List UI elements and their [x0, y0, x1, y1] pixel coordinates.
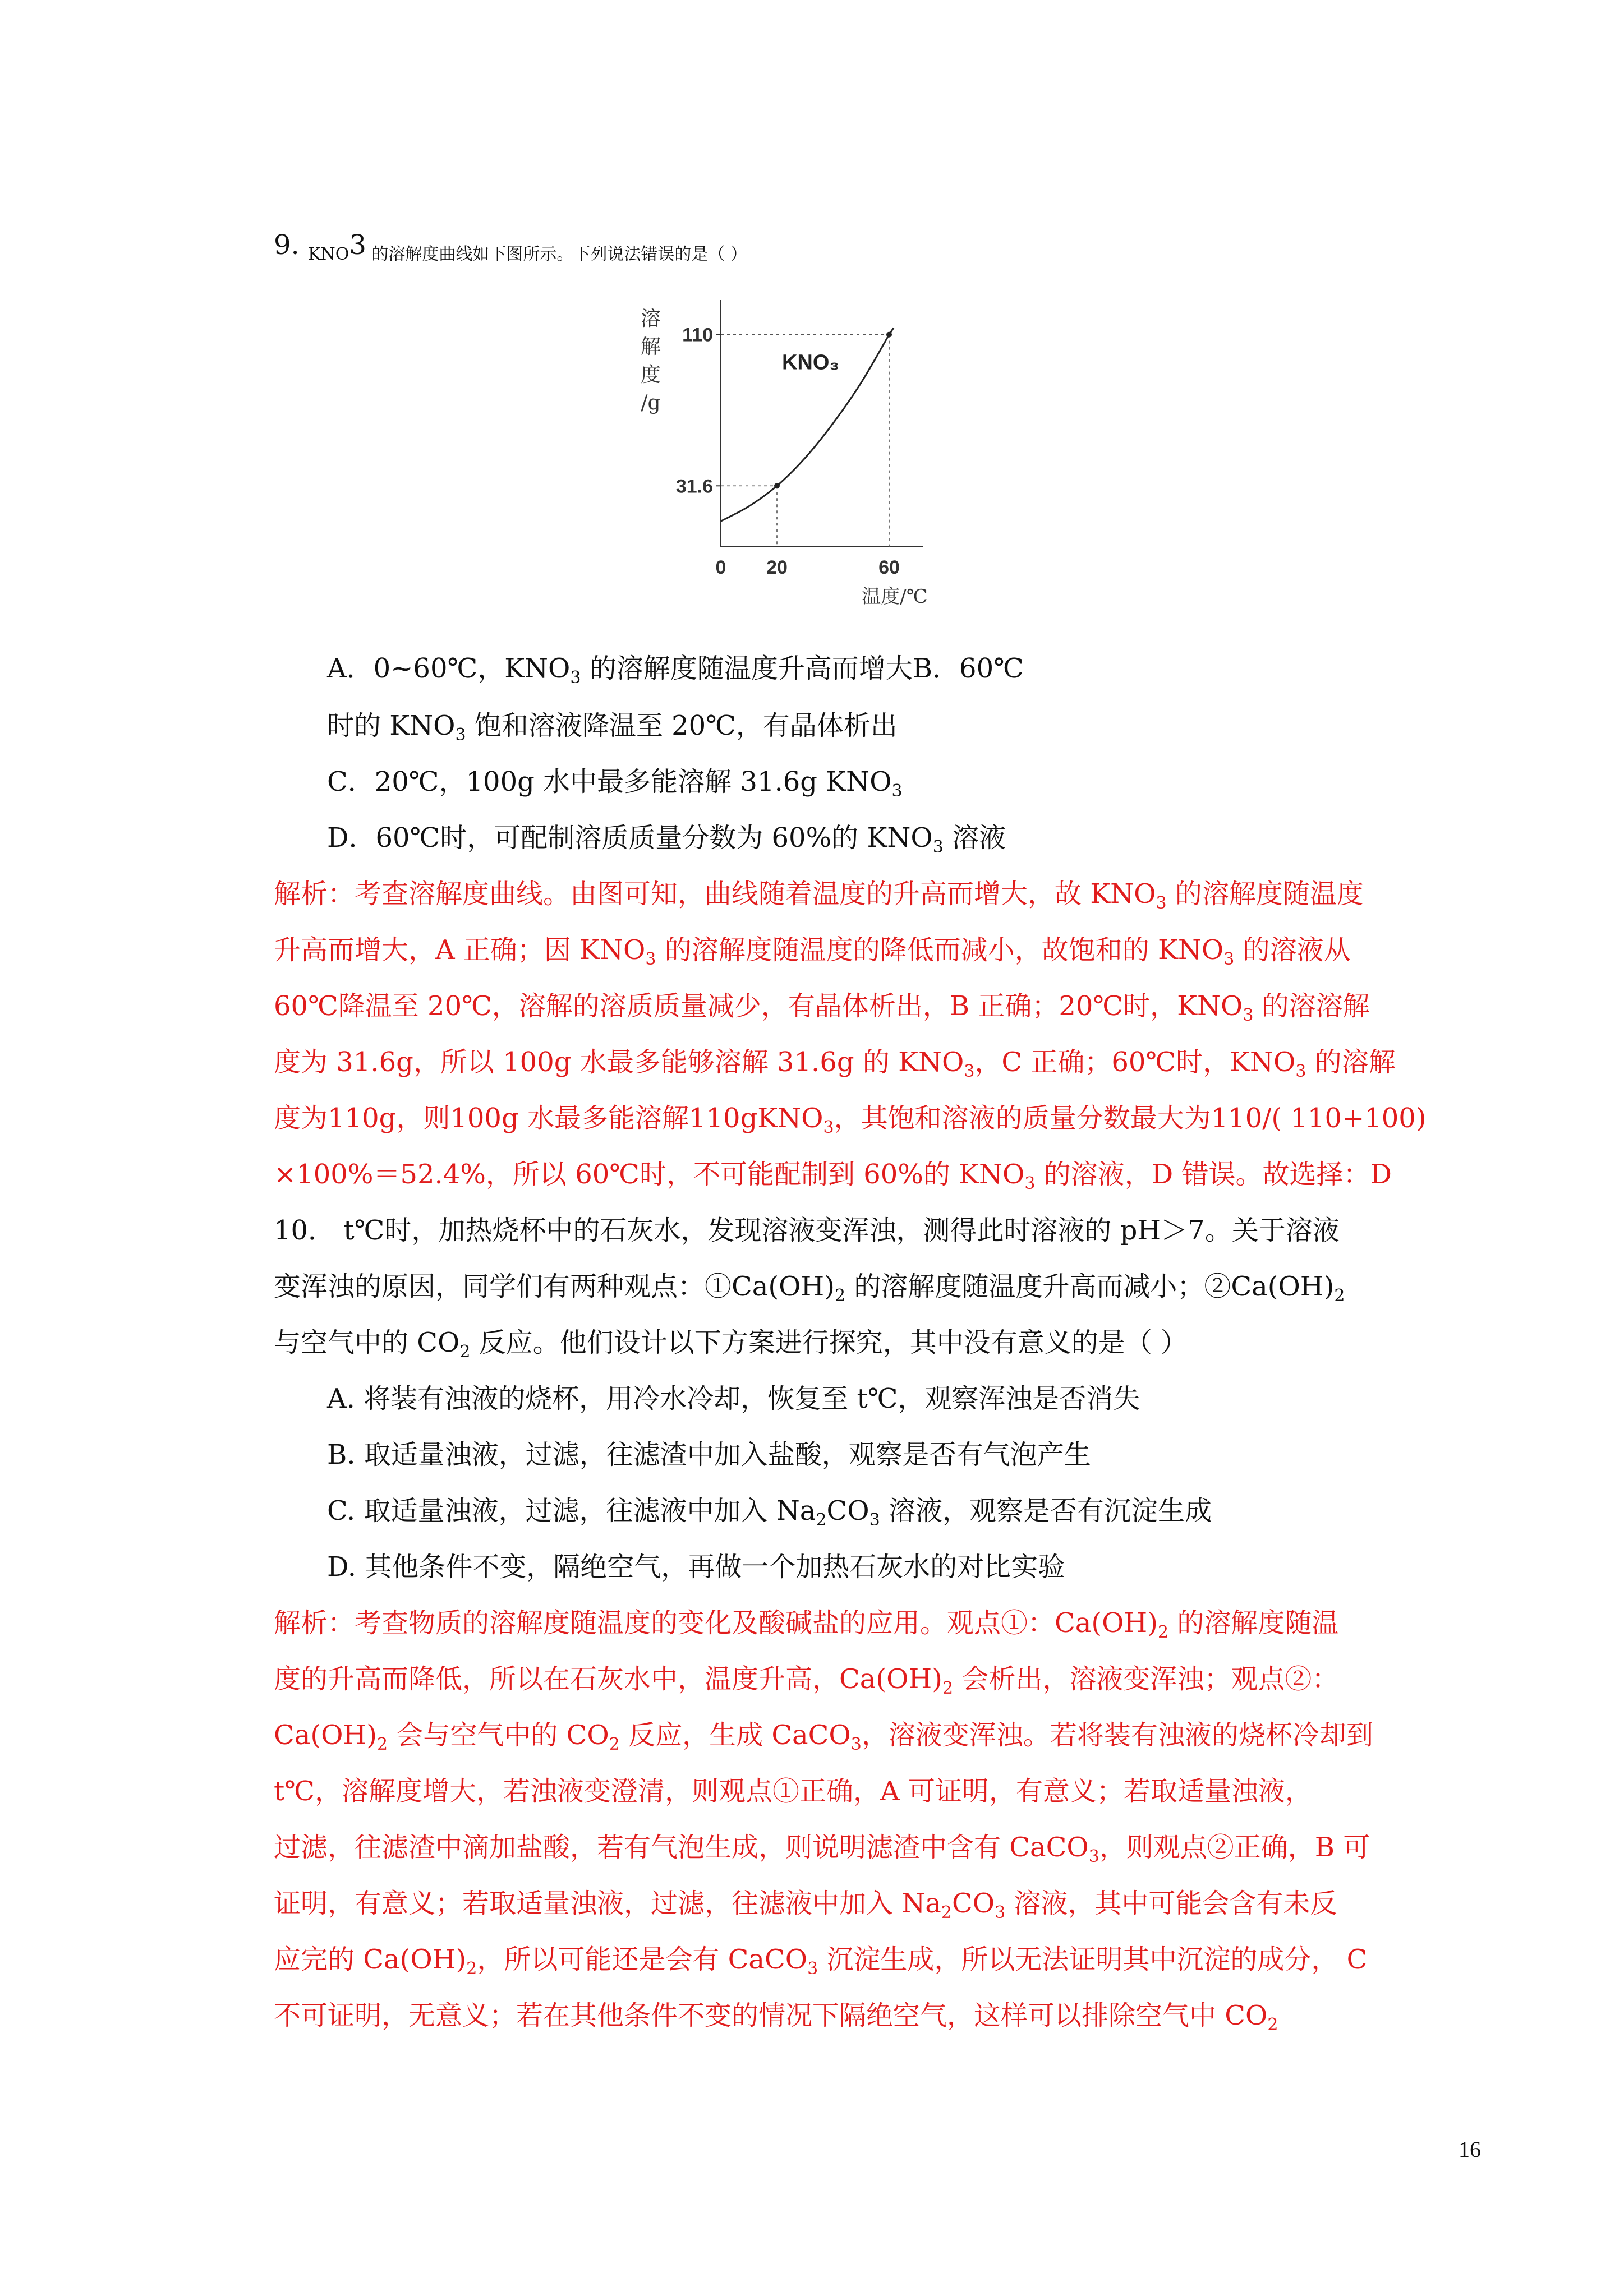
subscript: 2 [835, 1286, 846, 1306]
q10-analysis-line-7 [274, 1942, 1367, 1977]
text-run: CO [951, 1888, 995, 1919]
q9-option-c [327, 764, 903, 800]
q9-option-b-cont [327, 708, 898, 744]
q10-analysis-line-4 [274, 1773, 1312, 1809]
q10-analysis-line-8 [274, 1998, 1278, 2034]
subscript: 3 [869, 1510, 880, 1530]
subscript: 的溶解度曲线如下图所示。下列说法错误的是（ ） [366, 245, 747, 264]
subscript: 2 [942, 1679, 954, 1698]
subscript: 3 [455, 725, 466, 745]
text-run: 的溶解度随温度升高而减小；②Ca(OH) [845, 1271, 1335, 1302]
text-run: 解析：考查物质的溶解度随温度的变化及酸碱盐的应用。观点①：Ca(OH) [274, 1607, 1158, 1639]
text-run: 的溶解度随温度 [1166, 878, 1364, 910]
text-run: A. 将装有浊液的烧杯，用冷水冷却，恢复至 t℃，观察浑浊是否消失 [327, 1383, 1140, 1414]
subscript: 2 [941, 1903, 952, 1922]
text-run: ，溶液变浑浊。若将装有浊液的烧杯冷却到 [861, 1719, 1373, 1751]
q10-stem-line-1 [274, 1212, 1340, 1248]
subscript: 3 [1156, 893, 1167, 913]
subscript: 3 [645, 949, 656, 969]
subscript: 2 [609, 1735, 620, 1754]
q9-option-a [327, 651, 1024, 686]
text-run: ×100%＝52.4%，所以 60℃时，不可能配制到 60%的 KNO [274, 1159, 1025, 1190]
text-run: 溶液，观察是否有沉淀生成 [880, 1495, 1212, 1527]
text-run: D．60℃时，可配制溶质质量分数为 60%的 KNO [327, 822, 933, 854]
subscript: 2 [466, 1959, 477, 1979]
x-tick-label: 0 [715, 557, 726, 578]
subscript: 2 [816, 1510, 827, 1530]
text-run: C. 取适量浊液，过滤，往滤液中加入 Na [327, 1495, 816, 1527]
q9-analysis-line-5 [274, 1100, 1427, 1136]
subscript: 3 [1243, 1006, 1254, 1025]
y-axis-label-char: /g [641, 391, 661, 414]
text-run: 9. [274, 229, 309, 261]
text-run: 应完的 Ca(OH) [274, 1944, 467, 1975]
text-run: B. 取适量浊液，过滤，往滤渣中加入盐酸，观察是否有气泡产生 [327, 1439, 1091, 1470]
text-run: ，其饱和溶液的质量分数最大为110/( 110+100) [834, 1103, 1427, 1134]
text-run: 时的 KNO [327, 710, 456, 741]
text-run: ，所以可能还是会有 CaCO [477, 1944, 808, 1975]
text-run: Ca(OH) [274, 1719, 378, 1751]
text-run: D. 其他条件不变，隔绝空气，再做一个加热石灰水的对比实验 [327, 1551, 1065, 1583]
kno3-solubility-chart [628, 286, 1027, 639]
q10-option-b [327, 1437, 1091, 1473]
text-run: C．20℃，100g 水中最多能溶解 31.6g KNO [327, 766, 892, 797]
subscript: 2 [377, 1735, 388, 1754]
subscript: 3 [807, 1959, 818, 1979]
text-run: 60℃降温至 20℃，溶解的溶质质量减少，有晶体析出，B 正确；20℃时，KNO [274, 990, 1243, 1022]
text-run: 的溶解度随温 [1168, 1607, 1339, 1639]
text-run: 反应。他们设计以下方案进行探究，其中没有意义的是（ ） [470, 1327, 1188, 1358]
subscript: 3 [1223, 949, 1235, 969]
text-run: 度为 31.6g，所以 100g 水最多能够溶解 31.6g 的 KNO [274, 1046, 964, 1078]
x-tick-label: 20 [766, 557, 788, 578]
q10-stem-line-2 [274, 1269, 1345, 1304]
q9-option-d [327, 820, 1006, 856]
subscript: 2 [1158, 1622, 1169, 1642]
q10-analysis-line-3 [274, 1717, 1373, 1753]
text-run: 变浑浊的原因，同学们有两种观点：①Ca(OH) [274, 1271, 835, 1302]
q9-analysis-line-4 [274, 1044, 1396, 1080]
x-axis-label: 温度/℃ [862, 585, 928, 608]
text-run: 度的升高而降低，所以在石灰水中，温度升高，Ca(OH) [274, 1663, 943, 1695]
q10-option-a [327, 1381, 1140, 1417]
y-tick-label: 31.6 [675, 476, 713, 497]
q9-stem [274, 227, 747, 263]
text-run: 10． t℃时，加热烧杯中的石灰水，发现溶液变浑浊，测得此时溶液的 pH＞7。关于溶液 [274, 1215, 1340, 1246]
subscript: 2 [1267, 2015, 1278, 2035]
text-run: 过滤，往滤渣中滴加盐酸，若有气泡生成，则说明滤渣中含有 CaCO [274, 1832, 1089, 1863]
subscript: 3 [850, 1735, 862, 1754]
subscript: 3 [891, 781, 903, 801]
subscript: 3 [1088, 1847, 1099, 1866]
text-run: 溶液 [943, 822, 1006, 854]
text-run: 的溶解 [1306, 1046, 1396, 1078]
text-run: 溶液，其中可能会含有未反 [1005, 1888, 1337, 1919]
subscript: 3 [1295, 1062, 1306, 1081]
q10-option-c [327, 1493, 1212, 1529]
y-tick-label: 110 [682, 324, 713, 346]
subscript: 3 [1024, 1174, 1036, 1193]
text-run: 会析出，溶液变浑浊；观点②： [953, 1663, 1339, 1695]
text-run: 的溶液，D 错误。故选择：D [1035, 1159, 1392, 1190]
q10-analysis-line-6 [274, 1885, 1337, 1921]
text-run: 的溶溶解 [1253, 990, 1370, 1022]
text-run: ，C 正确；60℃时，KNO [974, 1046, 1296, 1078]
text-run: 的溶液从 [1234, 934, 1351, 966]
q10-option-d [327, 1549, 1065, 1585]
subscript: 3 [570, 668, 581, 688]
text-run: 的溶解度随温度升高而增大B．60℃ [581, 653, 1024, 684]
text-run: CO [826, 1495, 869, 1527]
text-run: 升高而增大，A 正确；因 KNO [274, 934, 646, 966]
text-run: 与空气中的 CO [274, 1327, 460, 1358]
q10-stem-line-3 [274, 1325, 1188, 1361]
text-run: 会与空气中的 CO [388, 1719, 609, 1751]
text-run: 解析：考查溶解度曲线。由图可知，曲线随着温度的升高而增大，故 KNO [274, 878, 1156, 910]
q9-analysis-line-1 [274, 876, 1364, 912]
y-axis-label-char: 解 [640, 335, 661, 358]
y-axis-label-char: 度 [640, 363, 661, 386]
text-run: ，则观点②正确，B 可 [1099, 1832, 1370, 1863]
series-label: KNO₃ [781, 351, 840, 375]
text-run: t℃，溶解度增大，若浊液变澄清，则观点①正确，A 可证明，有意义；若取适量浊液， [274, 1776, 1312, 1807]
subscript: 2 [1334, 1286, 1345, 1306]
text-run: 饱和溶液降温至 20℃，有晶体析出 [466, 710, 898, 741]
q10-analysis-line-5 [274, 1829, 1370, 1865]
text-run: A．0~60℃，KNO [327, 653, 571, 684]
text-run: 反应，生成 CaCO [619, 1719, 851, 1751]
subscript: 3 [964, 1062, 975, 1081]
text-run: 度为110g，则100g 水最多能溶解110gKNO [274, 1103, 823, 1134]
subscript: 3 [932, 837, 944, 857]
text-run: 的溶解度随温度的降低而减小，故饱和的 KNO [656, 934, 1224, 966]
q9-analysis-line-6 [274, 1156, 1392, 1192]
text-run: 3 [349, 229, 366, 261]
x-tick-label: 60 [878, 557, 900, 578]
q10-analysis-line-1 [274, 1605, 1338, 1641]
page-number: 16 [1459, 2137, 1481, 2162]
q9-analysis-line-3 [274, 988, 1370, 1024]
subscript: 3 [995, 1903, 1006, 1922]
text-run: 证明，有意义；若取适量浊液，过滤，往滤液中加入 Na [274, 1888, 941, 1919]
subscript: 3 [823, 1118, 834, 1137]
q9-analysis-line-2 [274, 932, 1351, 968]
subscript: 2 [459, 1342, 471, 1362]
y-axis-label-char: 溶 [640, 307, 661, 330]
subscript: KNO [308, 245, 349, 264]
text-run: 不可证明，无意义；若在其他条件不变的情况下隔绝空气，这样可以排除空气中 CO [274, 2000, 1268, 2031]
q10-analysis-line-2 [274, 1661, 1338, 1697]
text-run: 沉淀生成，所以无法证明其中沉淀的成分， C [818, 1944, 1368, 1975]
